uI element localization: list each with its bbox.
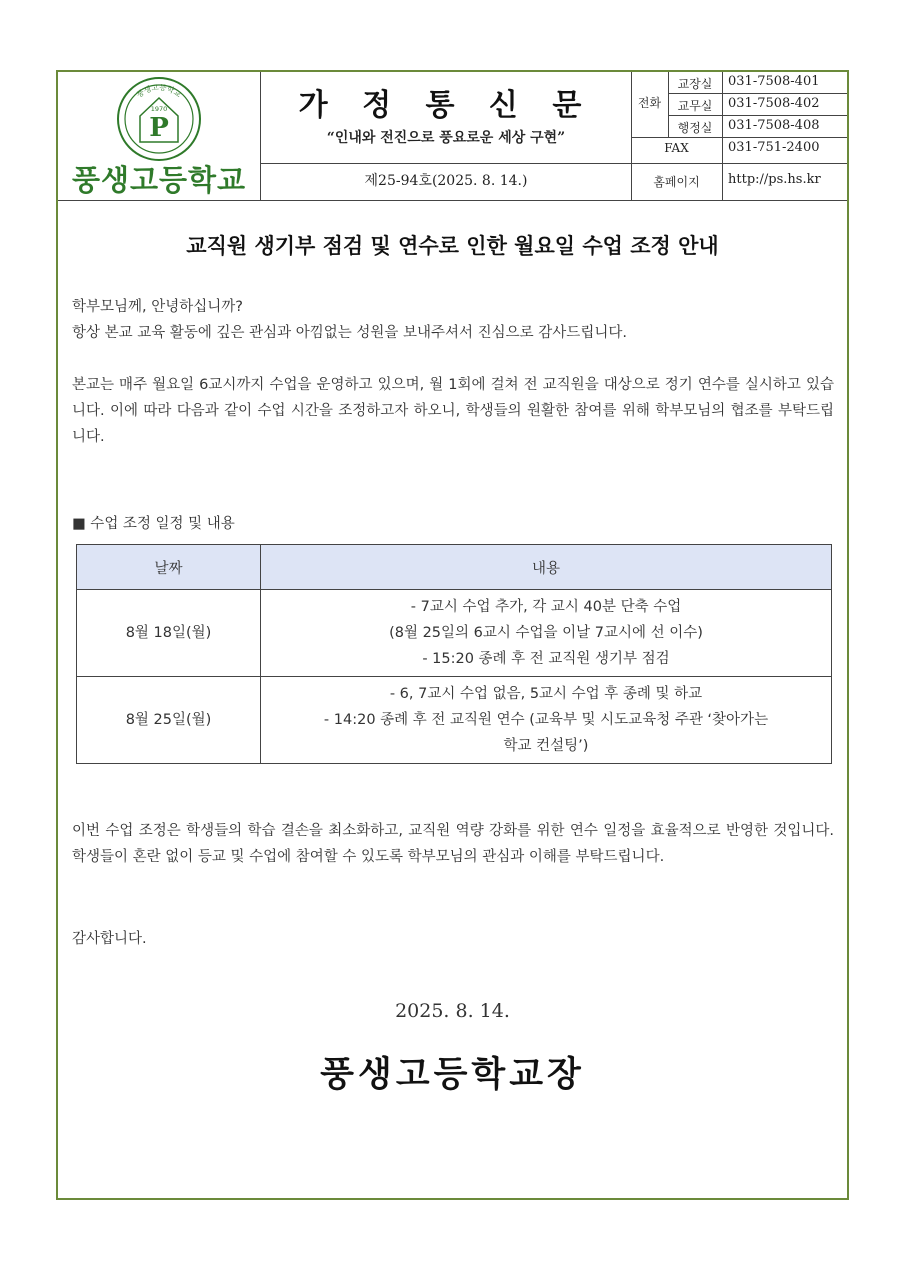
date-cell: 8월 25일(월) [77,677,261,764]
table-header-row [77,545,832,590]
contact-label: 교장실 [677,77,713,91]
contact-number: 031-7508-408 [728,118,820,133]
phone-label: 전화 [637,96,662,110]
greeting-line: 항상 본교 교육 활동에 깊은 관심과 아낌없는 성원을 보내주셔서 진심으로 감사드립니다. [72,325,627,341]
document-frame [56,70,849,1200]
date-cell: 8월 18일(월) [77,590,261,677]
contact-label: 교무실 [677,99,713,113]
doc-title: 가 정 통 신 문 [298,88,594,123]
thanks-line: 감사합니다. [72,931,147,947]
issue-number: 제25-94호(2025. 8. 14.) [364,173,528,189]
school-logo-area [58,72,260,200]
school-name: 풍생고등학교 [71,163,247,197]
contact-number: 031-7508-401 [728,74,820,89]
content-line: - 7교시 수업 추가, 각 교시 40분 단축 수업 [410,599,682,615]
section-heading: ■ 수업 조정 일정 및 내용 [72,516,235,532]
fax-label: FAX [664,141,689,155]
issue-date: 2025. 8. 14. [395,1000,510,1022]
svg-text:1970: 1970 [150,105,168,113]
content-line: - 14:20 종례 후 전 교직원 연수 (교육부 및 시도교육청 주관 ‘찾아가는 [323,712,769,728]
homepage-label: 홈페이지 [653,175,700,189]
school-motto: “인내와 전진으로 풍요로운 세상 구현” [326,130,566,146]
svg-text:P: P [149,113,169,143]
greeting-line: 학부모님께, 안녕하십니까? [72,299,243,315]
column-header: 날짜 [77,545,261,590]
table-row [77,677,832,764]
fax-number: 031-751-2400 [728,140,820,155]
content-line: (8월 25일의 6교시 수업을 이날 7교시에 선 이수) [389,625,703,641]
content-line: - 15:20 종례 후 전 교직원 생기부 점검 [422,651,670,667]
letterhead [58,72,847,201]
school-seal-icon [116,76,202,162]
homepage-link[interactable]: http://ps.hs.kr [728,172,821,187]
intro-paragraph: 본교는 매주 월요일 6교시까지 수업을 운영하고 있으며, 월 1회에 걸쳐 전 교직원을 대상으로 정기 연수를 실시하고 있습니다. 이에 따라 다음과 같이 수업 시간을 조정하고자 하오니, 학생들의 원활한 참여를 위해 학부모님의 협조를 부탁드립니다. [72,377,834,445]
signer-name: 풍생고등학교장 [320,1054,585,1095]
content-line: - 6, 7교시 수업 없음, 5교시 수업 후 종례 및 하교 [389,686,703,702]
content-cell [261,677,832,764]
content-line: 학교 컨설팅’) [503,738,589,754]
notice-title: 교직원 생기부 점검 및 연수로 인한 월요일 수업 조정 안내 [186,234,719,258]
closing-paragraph: 이번 수업 조정은 학생들의 학습 결손을 최소화하고, 교직원 역량 강화를 위한 연수 일정을 효율적으로 반영한 것입니다. 학생들이 혼란 없이 등교 및 수업에 참여할 수 있도록 학부모님의 관심과 이해를 부탁드립니다. [72,823,834,865]
content-cell [261,590,832,677]
table-row [77,590,832,677]
contact-number: 031-7508-402 [728,96,820,111]
column-header: 내용 [261,545,832,590]
contact-label: 행정실 [677,121,713,135]
schedule-table [76,544,832,764]
svg-text:풍생고등학교: 풍생고등학교 [134,82,184,100]
